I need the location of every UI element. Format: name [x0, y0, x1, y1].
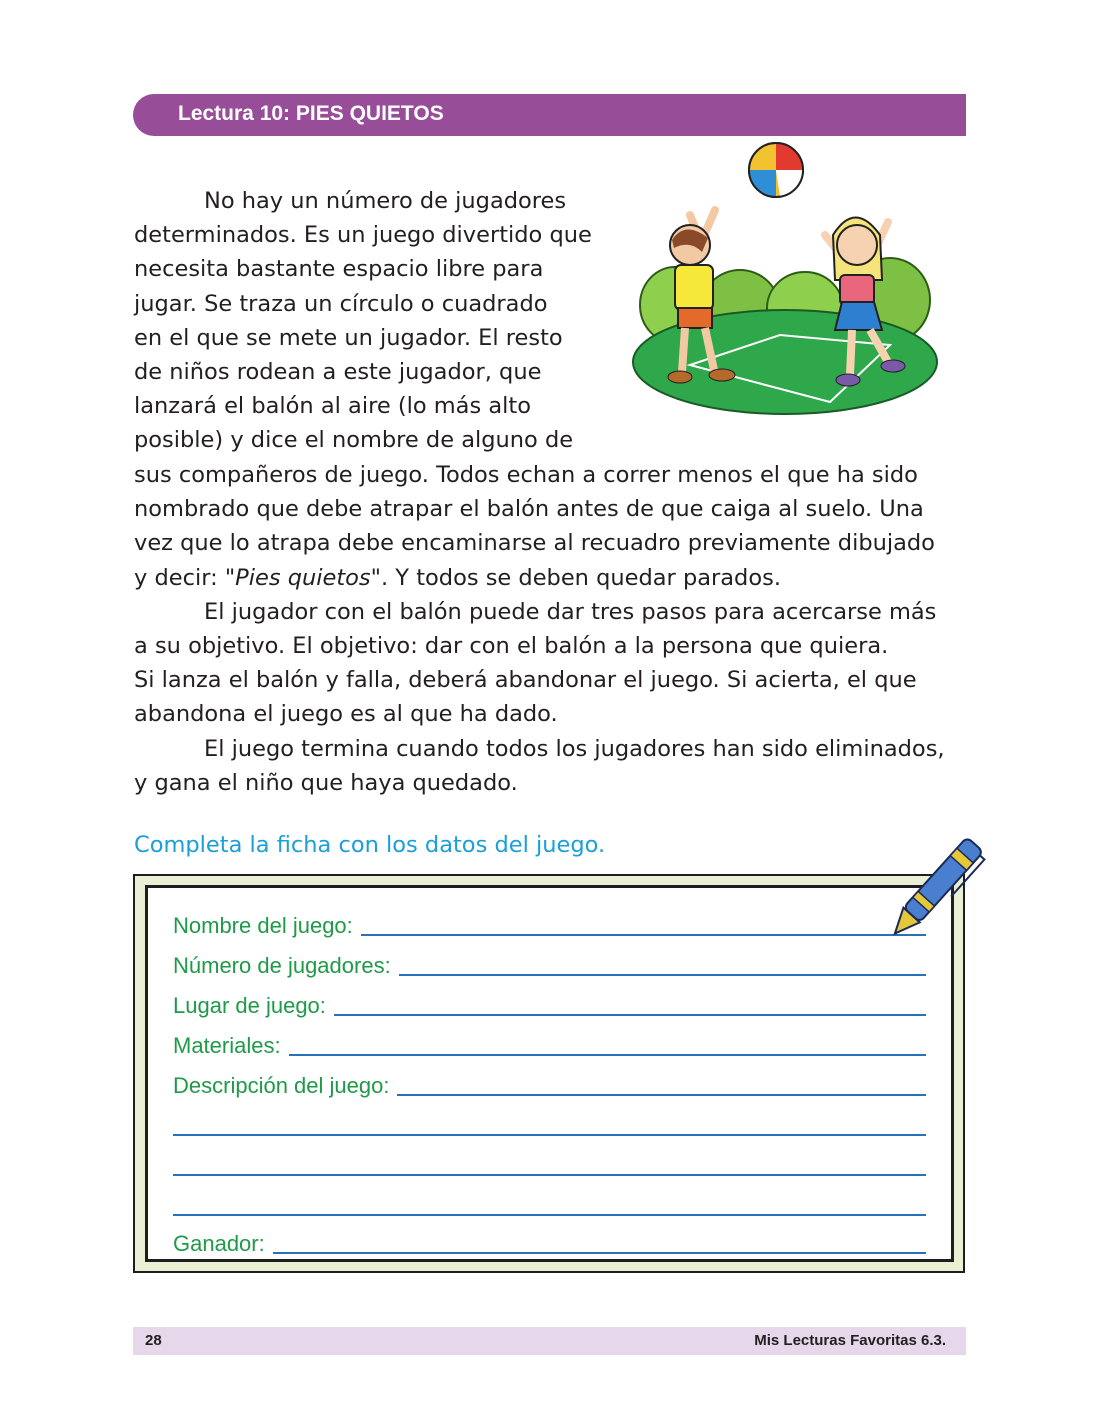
place-field[interactable] — [334, 1014, 926, 1016]
players-label: Número de jugadores: — [173, 953, 391, 978]
reading-line: vez que lo atrapa debe encaminarse al recuadro previamente dibujado — [134, 530, 935, 557]
reading-line: posible) y dice el nombre de alguno de — [134, 427, 574, 454]
description-row — [173, 1065, 926, 1099]
description-field-line[interactable] — [173, 1134, 926, 1136]
beach-ball-icon — [749, 143, 803, 197]
players-field[interactable] — [399, 974, 926, 976]
page-footer — [133, 1327, 966, 1355]
description-field[interactable] — [397, 1094, 926, 1096]
reading-line: en el que se mete un jugador. El resto — [134, 324, 563, 351]
page-number: 28 — [145, 1332, 162, 1349]
description-label: Descripción del juego: — [173, 1073, 390, 1098]
reading-line: de niños rodean a este jugador, que — [134, 359, 542, 386]
lesson-title: Lectura 10: PIES QUIETOS — [178, 102, 444, 125]
game-form-card — [133, 874, 965, 1273]
reading-full-block — [134, 458, 994, 800]
reading-line: jugar. Se traza un círculo o cuadrado — [134, 290, 548, 317]
reading-wrapped-block — [134, 184, 604, 458]
name-label: Nombre del juego: — [173, 913, 353, 938]
reading-line: abandona el juego es al que ha dado. — [134, 701, 558, 728]
winner-label: Ganador: — [173, 1231, 265, 1256]
name-field[interactable] — [361, 934, 926, 936]
reading-quote-line: y decir: "Pies quietos". Y todos se deben quedar parados. — [134, 564, 781, 591]
pen-icon — [880, 824, 990, 954]
materials-field[interactable] — [289, 1054, 926, 1056]
place-label: Lugar de juego: — [173, 993, 326, 1018]
winner-field[interactable] — [273, 1252, 926, 1254]
reading-line: El juego termina cuando todos los jugadores han sido eliminados, — [204, 735, 945, 762]
reading-line: a su objetivo. El objetivo: dar con el balón a la persona que quiera. — [134, 633, 889, 660]
book-title: Mis Lecturas Favoritas 6.3. — [754, 1332, 946, 1349]
reading-line: necesita bastante espacio libre para — [134, 256, 544, 283]
lesson-header-bar — [133, 94, 966, 136]
reading-line: y gana el niño que haya quedado. — [134, 769, 518, 796]
description-field-line[interactable] — [173, 1214, 926, 1216]
description-field-line[interactable] — [173, 1174, 926, 1176]
materials-label: Materiales: — [173, 1033, 281, 1058]
reading-line: lanzará el balón al aire (lo más alto — [134, 393, 531, 420]
description-row-extra — [173, 1185, 926, 1219]
name-row — [173, 905, 926, 939]
children-playing-ball-illustration — [630, 140, 940, 420]
reading-line: No hay un número de jugadores — [204, 188, 567, 214]
description-row-extra — [173, 1145, 926, 1179]
materials-row — [173, 1025, 926, 1059]
winner-row — [173, 1223, 926, 1257]
description-row-extra — [173, 1105, 926, 1139]
reading-line: sus compañeros de juego. Todos echan a correr menos el que ha sido — [134, 462, 918, 488]
form-instruction: Completa la ficha con los datos del juego. — [134, 832, 606, 858]
players-row — [173, 945, 926, 979]
place-row — [173, 985, 926, 1019]
pies-quietos-quote: "Pies quietos" — [224, 564, 381, 591]
reading-line: nombrado que debe atrapar el balón antes de que caiga al suelo. Una — [134, 496, 924, 523]
game-form — [145, 885, 954, 1262]
reading-line: El jugador con el balón puede dar tres pasos para acercarse más — [204, 598, 937, 625]
reading-line: determinados. Es un juego divertido que — [134, 222, 592, 249]
reading-line: Si lanza el balón y falla, deberá abandonar el juego. Si acierta, el que — [134, 667, 917, 694]
